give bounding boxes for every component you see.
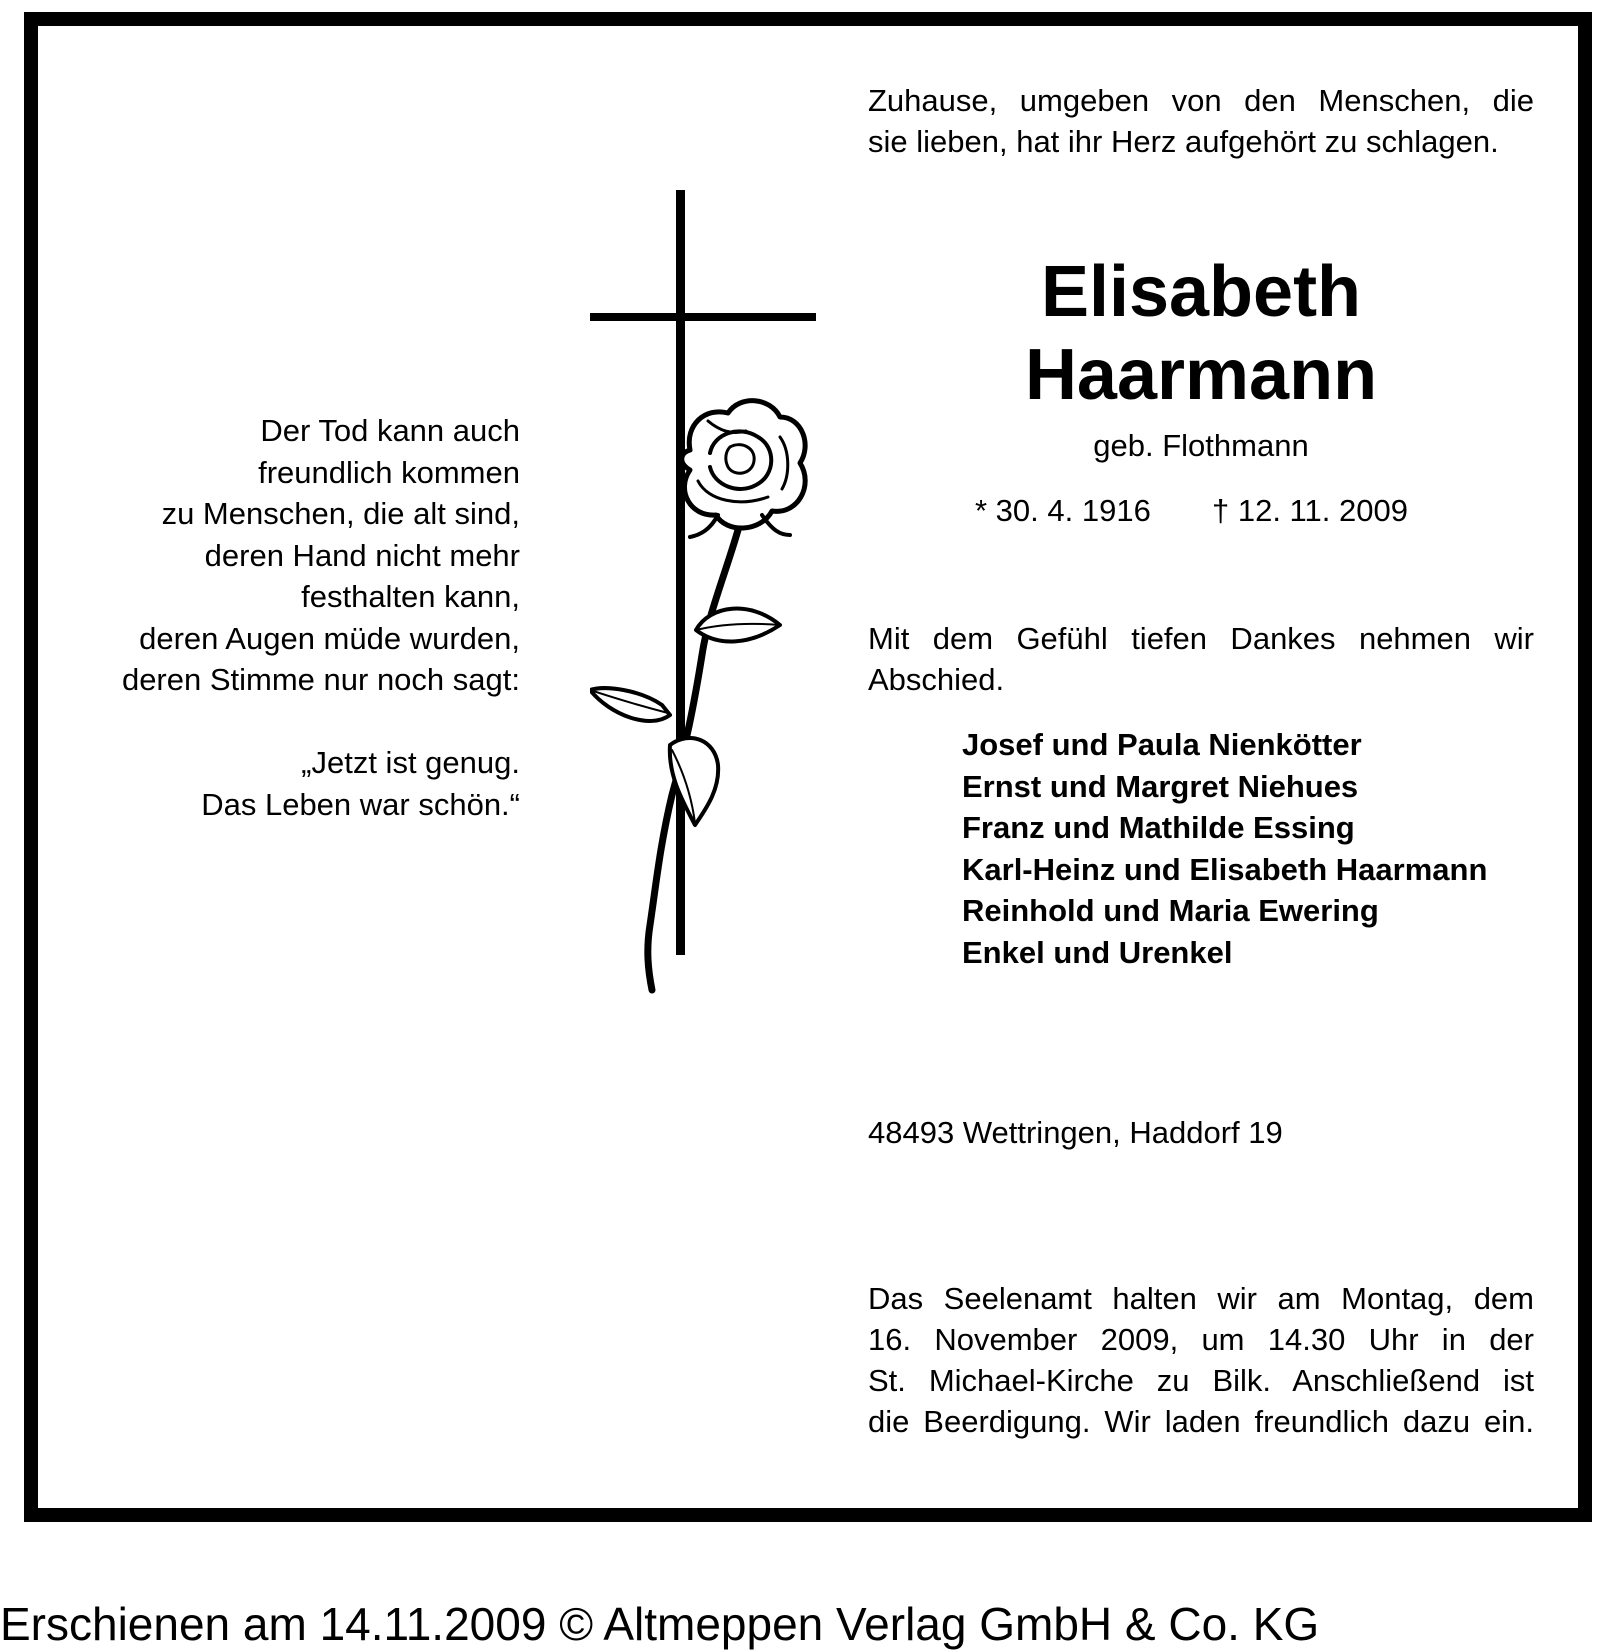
service-line: 16. November 2009, um 14.30 Uhr in der — [868, 1322, 1534, 1357]
service-line: Das Seelenamt halten wir am Montag, dem — [868, 1281, 1534, 1316]
thanks-line: Mit dem Gefühl tiefen Dankes nehmen wir — [868, 621, 1534, 656]
service-info — [868, 1278, 1534, 1442]
poem-line: freundlich kommen — [258, 454, 520, 490]
poem-line: festhalten kann, — [301, 579, 520, 614]
poem-line: deren Stimme nur noch sagt: — [121, 662, 520, 697]
mourner-entry: Josef und Paula Nienkötter — [962, 727, 1362, 762]
poem-line: deren Hand nicht mehr — [204, 537, 520, 573]
service-line: die Beerdigung. Wir laden freundlich dazu ein. — [868, 1404, 1534, 1439]
mourner-entry: Karl-Heinz und Elisabeth Haarmann — [962, 851, 1488, 887]
deceased-last-name: Haarmann — [1024, 335, 1378, 415]
thanks-line: Abschied. — [868, 662, 1005, 697]
intro-line: Zuhause, umgeben von den Menschen, die — [868, 83, 1534, 118]
poem — [60, 410, 520, 825]
publication-footer: Erschienen am 14.11.2009 © Altmeppen Verlag GmbH & Co. KG — [0, 1598, 1320, 1650]
poem-stanza-gap — [60, 701, 520, 743]
intro-text — [868, 80, 1534, 162]
thanks-text — [868, 618, 1534, 700]
maiden-name: geb. Flothmann — [1093, 428, 1309, 463]
poem-line: Der Tod kann auch — [260, 413, 520, 448]
mourners-list — [962, 724, 1487, 973]
mourner-entry: Reinhold und Maria Ewering — [962, 893, 1379, 928]
poem-line: deren Augen müde wurden, — [139, 620, 520, 656]
death-date: † 12. 11. 2009 — [1212, 493, 1408, 528]
rose-icon — [590, 401, 805, 990]
service-line: St. Michael-Kirche zu Bilk. Anschließend ist — [868, 1363, 1534, 1398]
poem-line: „Jetzt ist genug. — [301, 745, 520, 780]
mourner-entry: Enkel und Urenkel — [962, 934, 1233, 970]
mourner-entry: Franz und Mathilde Essing — [962, 810, 1355, 845]
birth-date: * 30. 4. 1916 — [975, 493, 1151, 528]
poem-line: Das Leben war schön.“ — [201, 786, 520, 822]
mourner-entry: Ernst und Margret Niehues — [962, 768, 1359, 804]
cross-icon — [590, 190, 816, 955]
deceased-first-name: Elisabeth — [1040, 252, 1362, 332]
cross-with-rose-icon — [590, 185, 820, 1005]
address: 48493 Wettringen, Haddorf 19 — [868, 1115, 1283, 1150]
intro-line: sie lieben, hat ihr Herz aufgehört zu schlagen. — [868, 124, 1499, 159]
poem-line: zu Menschen, die alt sind, — [161, 496, 520, 531]
